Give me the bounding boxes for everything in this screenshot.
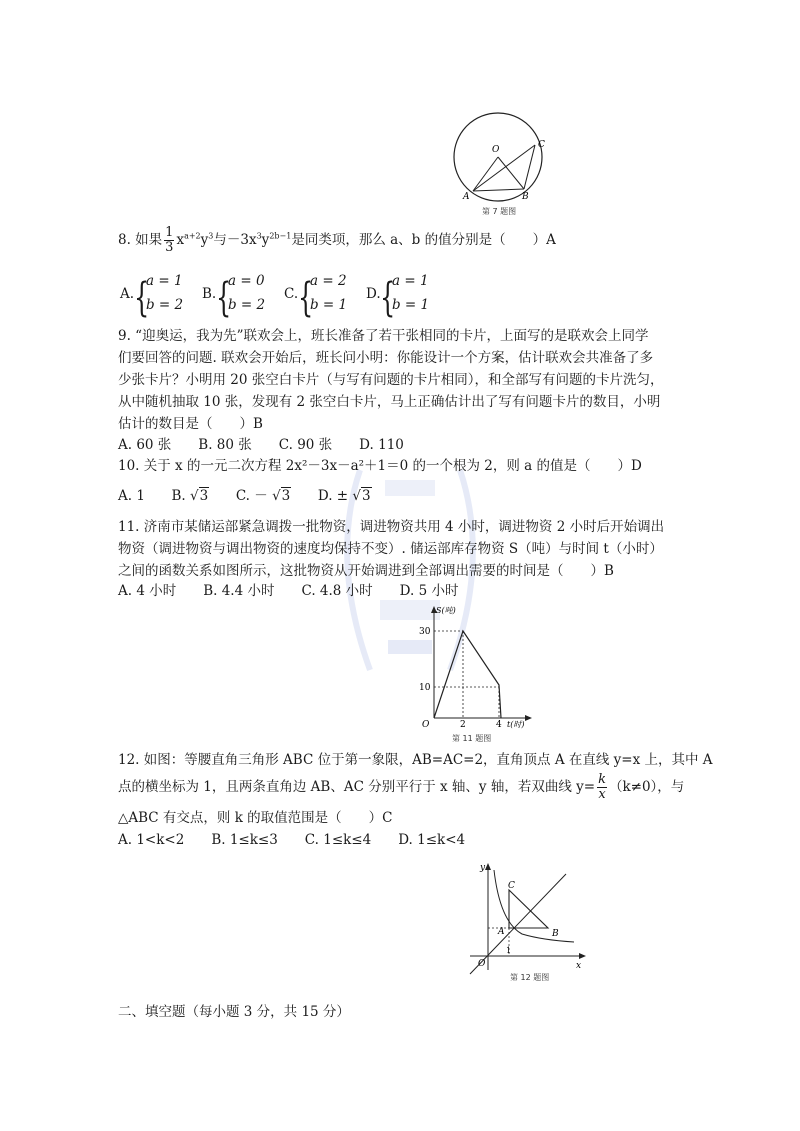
q8-option-b-eq1: a = 0 bbox=[228, 273, 265, 289]
fig12-label-y: y bbox=[480, 863, 486, 873]
fig12-caption: 第 12 题图 bbox=[510, 973, 550, 982]
q8-term1-exp: a+2 bbox=[184, 231, 201, 241]
fig7-label-c: C bbox=[538, 140, 545, 150]
brace-icon: { bbox=[216, 275, 232, 321]
q9-line-5: 估计的数目是（ ）B bbox=[118, 416, 263, 432]
q8-prefix: 8. 如果 bbox=[118, 232, 163, 248]
sqrt-icon: √3 bbox=[190, 488, 209, 504]
sqrt-icon: √3 bbox=[272, 488, 291, 504]
q8-frac-num: 1 bbox=[165, 225, 174, 240]
q8-option-a-eq2: b = 2 bbox=[146, 297, 184, 313]
q12-line-2-pre: 点的横坐标为 1，且两条直角边 AB、AC 分别平行于 x 轴、y 轴，若双曲线 y= bbox=[118, 779, 596, 795]
fig7-caption: 第 7 题图 bbox=[482, 207, 517, 216]
fig11-ytick-30: 30 bbox=[419, 627, 431, 637]
q8-option-d bbox=[366, 273, 436, 323]
q12-line-3: △ABC 有交点，则 k 的取值范围是（ ）C bbox=[118, 810, 393, 826]
q10-option-a: A. 1 bbox=[118, 488, 145, 504]
fig12-label-b: B bbox=[552, 929, 559, 939]
figure-12-graph bbox=[462, 860, 588, 976]
q10-option-d: D. ± bbox=[317, 488, 349, 504]
figure-7-circle bbox=[448, 105, 558, 220]
q8-term1: x bbox=[176, 232, 185, 248]
q8-option-b-label: B. bbox=[202, 286, 217, 302]
q12-line-1: 12. 如图：等腰直角三角形 ABC 位于第一象限，AB=AC=2，直角顶点 A 在直线 y=x 上，其中 A bbox=[118, 752, 713, 768]
fig11-origin: O bbox=[422, 720, 430, 730]
fig11-ytick-10: 10 bbox=[419, 683, 431, 693]
fig12-label-o: O bbox=[478, 959, 486, 969]
q10-option-c: C. － bbox=[235, 488, 268, 504]
fig11-caption: 第 11 题图 bbox=[452, 734, 492, 743]
q12-fraction bbox=[597, 773, 607, 802]
q12-frac-den: x bbox=[598, 787, 606, 802]
fig11-xtick-4: 4 bbox=[496, 720, 502, 730]
q10-radicand-d: 3 bbox=[362, 488, 371, 504]
q8-frac-den: 3 bbox=[165, 240, 174, 255]
q8-option-d-eq2: b = 1 bbox=[392, 297, 430, 313]
brace-icon: { bbox=[134, 275, 150, 321]
q8-term2-exp-y: 2b−1 bbox=[269, 231, 292, 241]
q10-radicand-c: 3 bbox=[281, 488, 291, 504]
q11-options: A. 4 小时 B. 4.4 小时 C. 4.8 小时 D. 5 小时 bbox=[118, 583, 459, 599]
q10-option-b: B. bbox=[171, 488, 186, 504]
fig11-xlabel: t(时) bbox=[507, 720, 525, 729]
fig7-label-b: B bbox=[522, 192, 529, 202]
fig7-label-o: O bbox=[492, 145, 500, 155]
fig7-label-a: A bbox=[463, 192, 470, 202]
fig11-ylabel: S(吨) bbox=[436, 606, 456, 615]
fig12-label-c: C bbox=[508, 881, 515, 891]
q9-options: A. 60 张 B. 80 张 C. 90 张 D. 110 bbox=[118, 437, 404, 453]
q8-option-a bbox=[120, 273, 190, 323]
q9-line-3: 少张卡片？小明用 20 张空白卡片（与写有问题的卡片相同），和全部写有问题的卡片洗匀， bbox=[118, 372, 664, 388]
q8-option-a-eq1: a = 1 bbox=[146, 273, 183, 289]
q8-middle: 与－3x bbox=[213, 232, 257, 248]
q8-term2-y: y bbox=[261, 232, 270, 248]
q12-frac-num: k bbox=[598, 772, 606, 787]
q12-line-2 bbox=[118, 772, 684, 802]
q8-option-a-label: A. bbox=[120, 286, 135, 302]
fig12-label-a: A bbox=[498, 927, 505, 937]
section-2-heading: 二、填空题（每小题 3 分，共 15 分） bbox=[118, 1004, 350, 1020]
q12-options: A. 1<k<2 B. 1≤k≤3 C. 1≤k≤4 D. 1≤k<4 bbox=[118, 832, 466, 848]
q9-line-2: 们要回答的问题. 联欢会开始后，班长问小明：你能设计一个方案，估计联欢会共准备了多 bbox=[118, 350, 654, 366]
q8-fraction bbox=[164, 226, 174, 255]
q11-line-3: 之间的函数关系如图所示，这批物资从开始调进到全部调出需要的时间是（ ）B bbox=[118, 563, 614, 579]
q12-line-2-post: （k≠0），与 bbox=[608, 779, 685, 795]
q8-option-b bbox=[202, 273, 272, 323]
q8-option-c-eq1: a = 2 bbox=[310, 273, 347, 289]
q8-option-c-eq2: b = 1 bbox=[310, 297, 348, 313]
q8-term1b: y bbox=[200, 232, 209, 248]
fig11-xtick-2: 2 bbox=[460, 720, 466, 730]
q8-option-d-eq1: a = 1 bbox=[392, 273, 429, 289]
q8-term2-exp-x: 3 bbox=[256, 231, 262, 241]
q10-stem: 10. 关于 x 的一元二次方程 2x²－3x－a²＋1＝0 的一个根为 2，则 a 的值是（ ）D bbox=[118, 458, 642, 474]
sqrt-icon: √3 bbox=[352, 488, 371, 504]
brace-icon: { bbox=[298, 275, 314, 321]
fig12-label-x: x bbox=[576, 961, 582, 971]
q8-option-c-label: C. bbox=[284, 286, 299, 302]
q9-line-1: 9. “迎奥运，我为先”联欢会上，班长准备了若干张相同的卡片，上面写的是联欢会上同学 bbox=[118, 328, 649, 344]
brace-icon: { bbox=[380, 275, 396, 321]
q8-stem bbox=[118, 226, 556, 255]
q8-term1b-exp: 3 bbox=[208, 231, 214, 241]
q8-suffix: 是同类项，那么 a、b 的值分别是（ ）A bbox=[291, 232, 556, 248]
fig12-label-one: 1 bbox=[506, 946, 512, 955]
q10-radicand-b: 3 bbox=[199, 488, 209, 504]
q8-option-c bbox=[284, 273, 354, 323]
q9-line-4: 从中随机抽取 10 张，发现有 2 张空白卡片，马上正确估计出了写有问题卡片的数目，小明 bbox=[118, 394, 661, 410]
q10-options bbox=[118, 486, 372, 506]
q8-option-b-eq2: b = 2 bbox=[228, 297, 266, 313]
q11-line-1: 11. 济南市某储运部紧急调拨一批物资，调进物资共用 4 小时，调进物资 2 小时后开始调出 bbox=[118, 519, 665, 535]
q8-option-d-label: D. bbox=[366, 286, 381, 302]
q11-line-2: 物资（调进物资与调出物资的速度均保持不变）. 储运部库存物资 S（吨）与时间 t（小时） bbox=[118, 541, 663, 557]
figure-11-graph bbox=[414, 603, 534, 733]
